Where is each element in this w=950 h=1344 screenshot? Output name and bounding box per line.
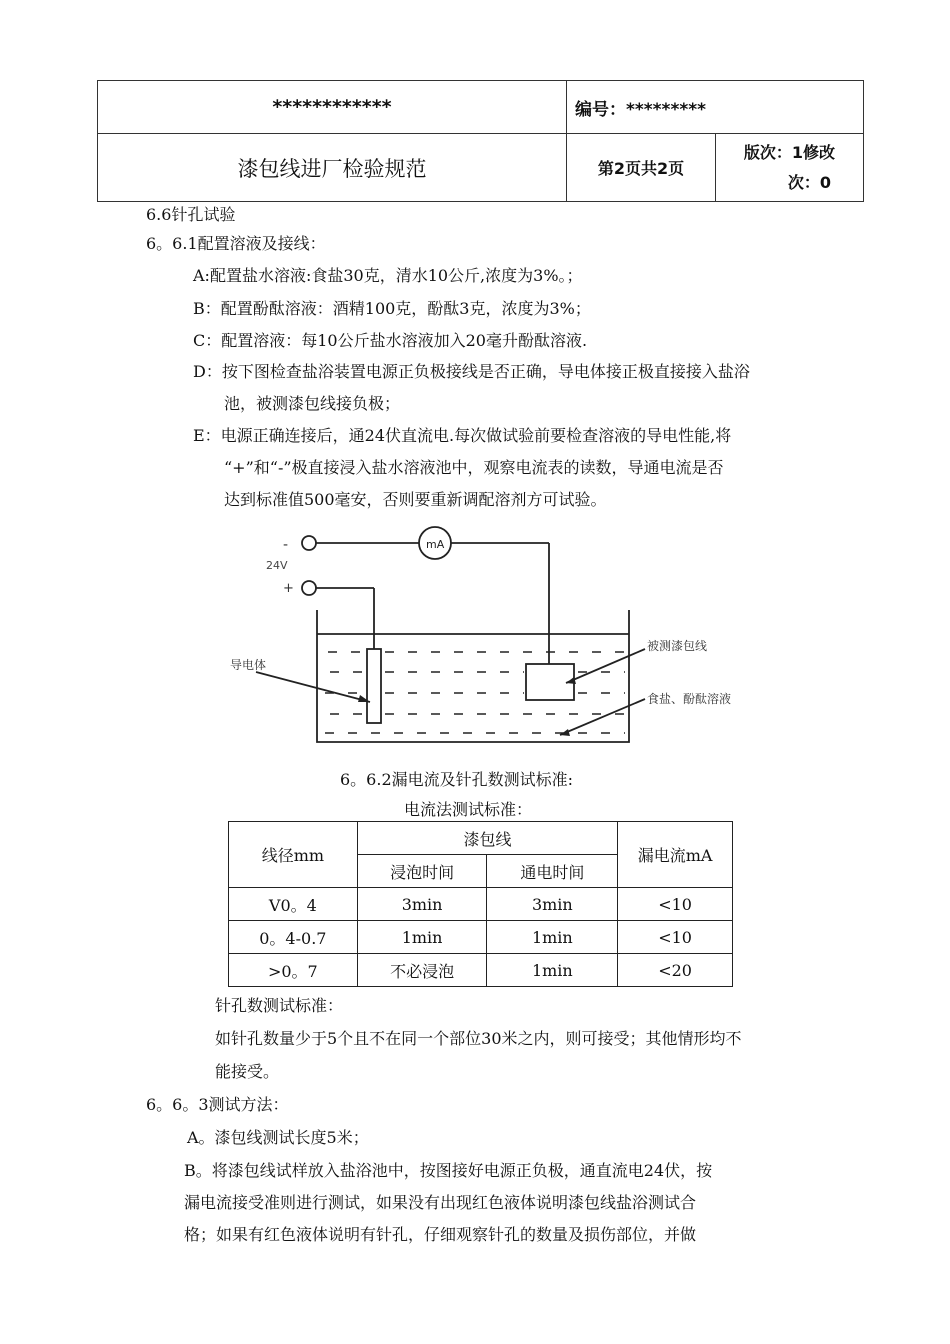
- cell-leak: <20: [618, 954, 733, 987]
- col-wire-header: 漆包线: [357, 822, 617, 855]
- header-table: [97, 80, 864, 202]
- leakage-current-table: [228, 821, 733, 987]
- cell-diameter: V0。4: [229, 888, 358, 921]
- bath-tank: [317, 610, 629, 742]
- table-row: [229, 888, 733, 921]
- cell-diameter: >0。7: [229, 954, 358, 987]
- section-6-6-1-heading: 6。6.1配置溶液及接线：: [146, 234, 326, 253]
- document-title: 漆包线进厂检验规范: [98, 134, 567, 202]
- item-e-line2: “+”和“-”极直接浸入盐水溶液池中，观察电流表的读数，导通电流是否: [224, 458, 724, 477]
- item-e-line1: E：电源正确连接后，通24伏直流电.每次做试验前要检查溶液的导电性能,将: [193, 426, 732, 445]
- col-leak-header: 漏电流mA: [618, 822, 733, 888]
- item-c: C：配置溶液：每10公斤盐水溶液加入20毫升酚酞溶液.: [193, 331, 588, 350]
- item-b: B：配置酚酞溶液：酒精100克，酚酞3克，浓度为3%；: [193, 299, 591, 318]
- pinhole-text-line1: 如针孔数量少于5个且不在同一个部位30米之内，则可接受；其他情形均不: [215, 1029, 742, 1048]
- method-b-line3: 格；如果有红色液体说明有针孔，仔细观察针孔的数量及损伤部位，并做: [184, 1225, 697, 1244]
- item-a: A:配置盐水溶液:食盐30克，清水10公斤,浓度为3%。；: [193, 266, 583, 285]
- positive-terminal: [302, 581, 316, 595]
- method-a: A。漆包线测试长度5米；: [187, 1128, 369, 1147]
- table-row: [229, 954, 733, 987]
- table-row: [229, 921, 733, 954]
- version-line-2: 次：0: [787, 172, 832, 192]
- minus-label: -: [283, 537, 289, 553]
- item-d-line1: D：按下图检查盐浴装置电源正负极接线是否正确，导电体接正极直接接入盐浴: [193, 362, 750, 381]
- wire-under-test-label: 被测漆包线: [647, 639, 708, 653]
- section-6-6-2-heading: 6。6.2漏电流及针孔数测试标准:: [340, 770, 574, 789]
- document-code-value: *********: [626, 99, 707, 120]
- method-b-line1: B。将漆包线试样放入盐浴池中，按图接好电源正负极，通直流电24伏，按: [184, 1161, 713, 1180]
- document-code: [567, 81, 864, 134]
- cell-soak: 3min: [357, 888, 487, 921]
- solution-label: 食盐、酚酞溶液: [647, 692, 732, 706]
- col-power-header: 通电时间: [487, 855, 618, 888]
- item-d-line2: 池，被测漆包线接负极；: [224, 394, 401, 413]
- page-info: 第2页共2页: [567, 134, 716, 202]
- conductor-label: 导电体: [230, 658, 267, 672]
- col-soak-header: 浸泡时间: [357, 855, 487, 888]
- company-name: ************: [98, 81, 567, 134]
- cell-soak: 1min: [357, 921, 487, 954]
- cell-leak: <10: [618, 888, 733, 921]
- conductor-electrode: [367, 649, 381, 723]
- cell-power: 1min: [487, 921, 618, 954]
- method-b-line2: 漏电流接受准则进行测试，如果没有出现红色液体说明漆包线盐浴测试合: [184, 1193, 697, 1212]
- voltage-label: 24V: [266, 559, 288, 572]
- document-code-label: 编号：: [575, 99, 626, 120]
- cell-leak: <10: [618, 921, 733, 954]
- current-method-title: 电流法测试标准：: [404, 800, 533, 819]
- section-6-6-heading: 6.6针孔试验: [146, 205, 236, 224]
- cell-diameter: 0。4-0.7: [229, 921, 358, 954]
- meter-label: mA: [426, 538, 445, 551]
- section-6-6-3-heading: 6。6。3测试方法：: [146, 1095, 289, 1114]
- cell-power: 1min: [487, 954, 618, 987]
- version-info: [716, 134, 864, 202]
- pinhole-text-line2: 能接受。: [215, 1062, 280, 1081]
- item-e-line3: 达到标准值500毫安，否则要重新调配溶剂方可试验。: [224, 490, 607, 509]
- col-diameter-header: 线径mm: [229, 822, 358, 888]
- wire-under-test-box: [526, 664, 574, 700]
- plus-label: +: [283, 581, 294, 596]
- version-line-1: 版次：1修改: [743, 142, 836, 162]
- cell-soak: 不必浸泡: [357, 954, 487, 987]
- pinhole-title: 针孔数测试标准：: [215, 996, 344, 1015]
- ammeter: [419, 527, 451, 559]
- cell-power: 3min: [487, 888, 618, 921]
- negative-terminal: [302, 536, 316, 550]
